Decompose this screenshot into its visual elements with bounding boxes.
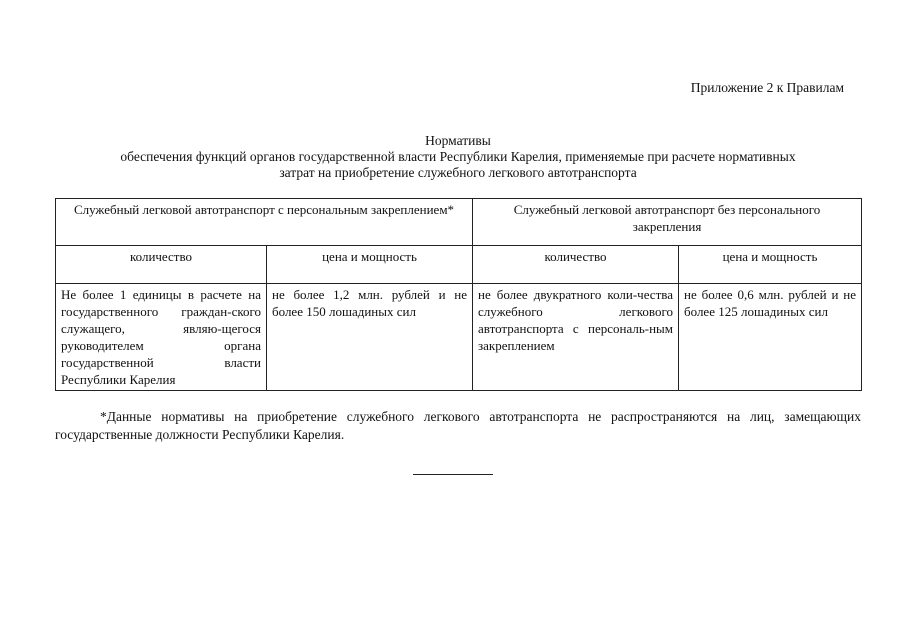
table-cell: Не более 1 единицы в расчете на государственного граждан-ского служащего, являю-щегося руководителем органа государственной власти Республики Карелия <box>56 284 267 391</box>
sub-header-quantity: количество <box>473 246 679 284</box>
title-line-3: затрат на приобретение служебного легкового автотранспорта <box>279 165 637 180</box>
table-cell: не более 0,6 млн. рублей и не более 125 лошадиных сил <box>679 284 862 391</box>
sub-header-quantity: количество <box>56 246 267 284</box>
table-cell: не более двукратного коли-чества служебного легкового автотранспорта с персональ-ным закреплением <box>473 284 679 391</box>
group-header-without-assignment: Служебный легковой автотранспорт без персонального закрепления <box>473 199 862 246</box>
document-title <box>55 133 861 181</box>
table-sub-header-row <box>56 246 862 284</box>
title-line-2: обеспечения функций органов государственной власти Республики Карелия, применяемые при расчете нормативных <box>120 149 796 164</box>
sub-header-price-power: цена и мощность <box>679 246 862 284</box>
group-header-with-assignment: Служебный легковой автотранспорт с персональным закреплением* <box>56 199 473 246</box>
norms-table <box>55 198 862 391</box>
sub-header-price-power: цена и мощность <box>267 246 473 284</box>
footnote: *Данные нормативы на приобретение служебного легкового автотранспорта не распространяются на лиц, замещающих государственные должности Республики Карелия. <box>55 409 861 442</box>
table-cell: не более 1,2 млн. рублей и не более 150 лошадиных сил <box>267 284 473 391</box>
table-row <box>56 284 862 391</box>
appendix-label: Приложение 2 к Правилам <box>690 80 844 95</box>
title-line-1: Нормативы <box>425 133 491 148</box>
end-separator-line <box>413 474 493 475</box>
table-group-header-row <box>56 199 862 246</box>
